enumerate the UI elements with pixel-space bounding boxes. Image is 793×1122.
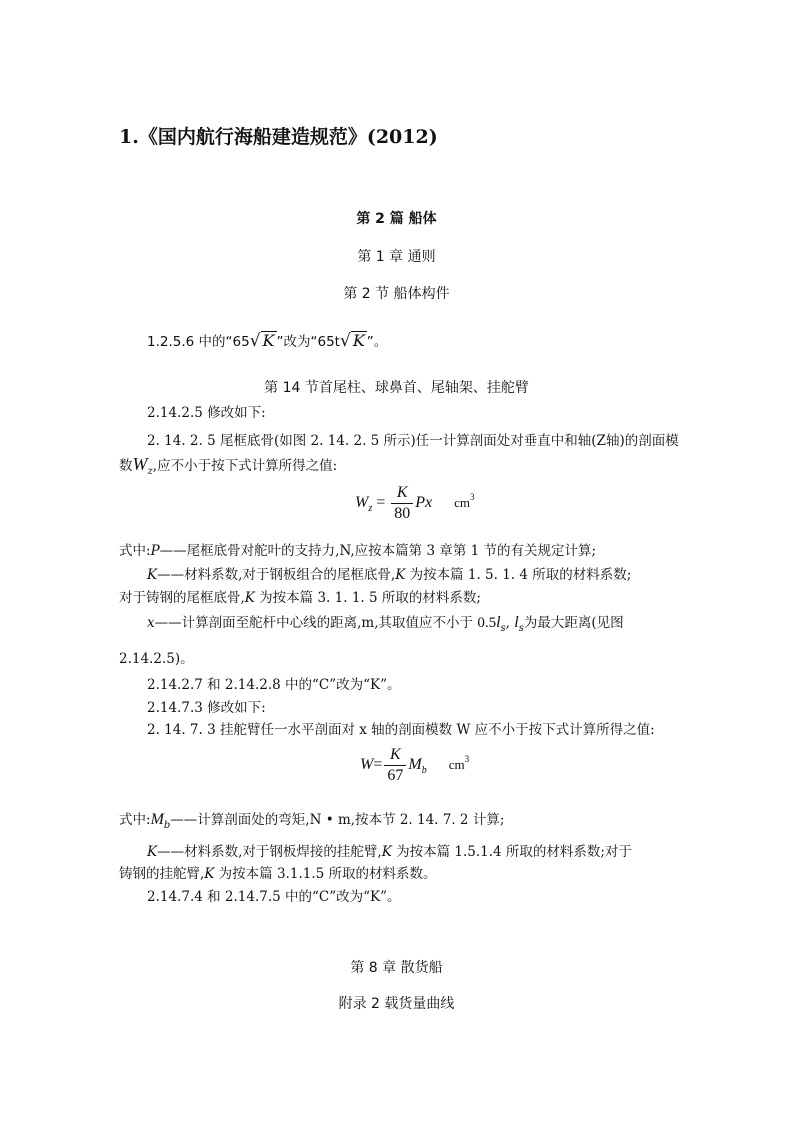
where1-ls-sub: s xyxy=(500,623,506,634)
where1-k-sym3: K xyxy=(244,590,255,606)
clause-21473: 2. 14. 7. 3 挂舵臂任一水平剖面对 x 轴的剖面模数 W 应不小于按下式计算所得之值: xyxy=(147,722,655,738)
amend-21474: 2.14.7.4 和 2.14.7.5 中的“C”改为“K”。 xyxy=(147,889,401,905)
amend-1256-pre: 1.2.5.6 中的“65 xyxy=(147,334,250,350)
section-14-heading: 第 14 节首尾柱、球鼻首、尾轴架、挂舵臂 xyxy=(264,380,529,396)
where2-k-sym: K xyxy=(147,844,158,860)
f2-eq: = xyxy=(373,756,383,774)
where1-ls-2: l xyxy=(514,614,519,631)
where1-k-line xyxy=(147,563,631,583)
document-title: 1.《国内航行海船建造规范》(2012) xyxy=(119,126,438,148)
clause-21425-post: ,应不小于按下式计算所得之值: xyxy=(152,458,338,474)
f2-tail-sub: b xyxy=(421,765,427,777)
where1-x-text2: 为最大距离(见图 xyxy=(523,615,624,631)
where2-k-line xyxy=(147,840,632,860)
clause-21425-line2 xyxy=(119,454,337,477)
f2-unit-text: cm xyxy=(448,757,465,773)
symbol-w: W xyxy=(132,454,148,474)
where1-x-sep: , xyxy=(505,615,510,631)
symbol-w-sub: z xyxy=(147,466,153,477)
f1-num: K xyxy=(391,483,413,504)
f2-unit-sup: 3 xyxy=(464,754,470,765)
where1-k-text2: 为按本篇 1. 5. 1. 4 所取的材料系数; xyxy=(405,567,632,583)
f1-unit-text: cm xyxy=(454,495,471,511)
where1-p-text: ——尾框底骨对舵叶的支持力,N,应按本篇第 3 章第 1 节的有关规定计算; xyxy=(159,543,597,559)
where1-k-line2-pre: 对于铸钢的尾框底骨, xyxy=(119,590,245,606)
where1-pre: 式中: xyxy=(119,543,151,559)
where1-k-sym: K xyxy=(147,567,158,583)
where2-k-text: ——材料系数,对于钢板焊接的挂舵臂, xyxy=(157,844,382,860)
sqrt-k-1: √ K xyxy=(249,331,275,351)
f2-unit xyxy=(448,754,470,773)
f1-unit-sup: 3 xyxy=(470,492,475,503)
where1-p-line xyxy=(119,539,596,559)
amend-21473-intro: 2.14.7.3 修改如下: xyxy=(147,700,266,716)
where2-m-text: ——计算剖面处的弯矩,N • m,按本节 2. 14. 7. 2 计算; xyxy=(170,812,505,828)
formula-2 xyxy=(360,745,469,786)
radical-k-1: K xyxy=(262,331,275,350)
where2-k-sym2: K xyxy=(381,844,392,860)
where1-k-line2 xyxy=(119,586,481,606)
where2-m-sub: b xyxy=(163,820,171,831)
where2-k-line2-post: 为按本篇 3.1.1.5 所取的材料系数。 xyxy=(214,866,437,882)
amend-21425-intro: 2.14.2.5 修改如下: xyxy=(147,405,266,421)
f1-fraction xyxy=(391,483,413,524)
where2-m-line xyxy=(119,808,504,831)
clause-21425-line1: 2. 14. 2. 5 尾框底骨(如图 2. 14. 2. 5 所示)任一计算剖面处对垂直中和轴(Z轴)的剖面模 xyxy=(147,433,679,449)
where1-p-sym: P xyxy=(150,543,160,559)
where1-ls: l xyxy=(496,614,501,631)
where2-k-line2 xyxy=(119,862,437,882)
f1-den: 80 xyxy=(394,505,411,522)
amend-1256-mid: ”改为“65t xyxy=(276,334,340,350)
part-heading: 第 2 篇 船体 xyxy=(356,211,437,227)
where1-ls-sub-2: s xyxy=(518,623,524,634)
f1-lhs-sub: z xyxy=(368,503,373,515)
sqrt-k-2: √ K xyxy=(339,331,365,351)
amend-1256-post: ”。 xyxy=(366,334,388,350)
f1-tail: Px xyxy=(415,494,433,512)
chapter-heading: 第 1 章 通则 xyxy=(357,249,436,265)
f1-unit xyxy=(454,492,475,511)
f1-lhs: W xyxy=(355,494,369,512)
where1-k-sym2: K xyxy=(395,567,406,583)
amend-21427: 2.14.2.7 和 2.14.2.8 中的“C”改为“K”。 xyxy=(147,677,401,693)
appendix-2-heading: 附录 2 载货量曲线 xyxy=(338,996,455,1012)
f2-lhs: W xyxy=(360,756,374,774)
amendment-1256 xyxy=(147,330,387,351)
where2-pre: 式中: xyxy=(119,812,151,828)
where1-x-line xyxy=(147,611,624,634)
radical-k-2: K xyxy=(352,331,365,350)
f2-den: 67 xyxy=(387,767,404,784)
where1-x-val: 0.5 xyxy=(477,615,497,631)
f1-eq: = xyxy=(376,494,386,512)
section-heading: 第 2 节 船体构件 xyxy=(343,286,450,302)
formula-1 xyxy=(355,483,475,524)
where2-k-line2-pre: 铸钢的挂舵臂, xyxy=(119,866,205,882)
where1-k-text: ——材料系数,对于钢板组合的尾框底骨, xyxy=(157,567,396,583)
where2-m-sym: M xyxy=(150,811,164,828)
f2-tail: M xyxy=(408,756,422,774)
where1-x-sym: x xyxy=(147,615,155,631)
where2-k-sym3: K xyxy=(204,866,215,882)
f2-fraction xyxy=(384,745,406,786)
where1-k-line2-post: 为按本篇 3. 1. 1. 5 所取的材料系数; xyxy=(254,590,481,606)
where2-k-text2: 为按本篇 1.5.1.4 所取的材料系数;对于 xyxy=(391,844,632,860)
clause-21425-pre: 数 xyxy=(119,458,133,474)
chapter-8-heading: 第 8 章 散货船 xyxy=(350,960,443,976)
where1-x-cont: 2.14.2.5)。 xyxy=(119,651,194,667)
where1-x-text: ——计算剖面至舵杆中心线的距离,m,其取值应不小于 xyxy=(154,615,478,631)
f2-num: K xyxy=(384,745,406,766)
